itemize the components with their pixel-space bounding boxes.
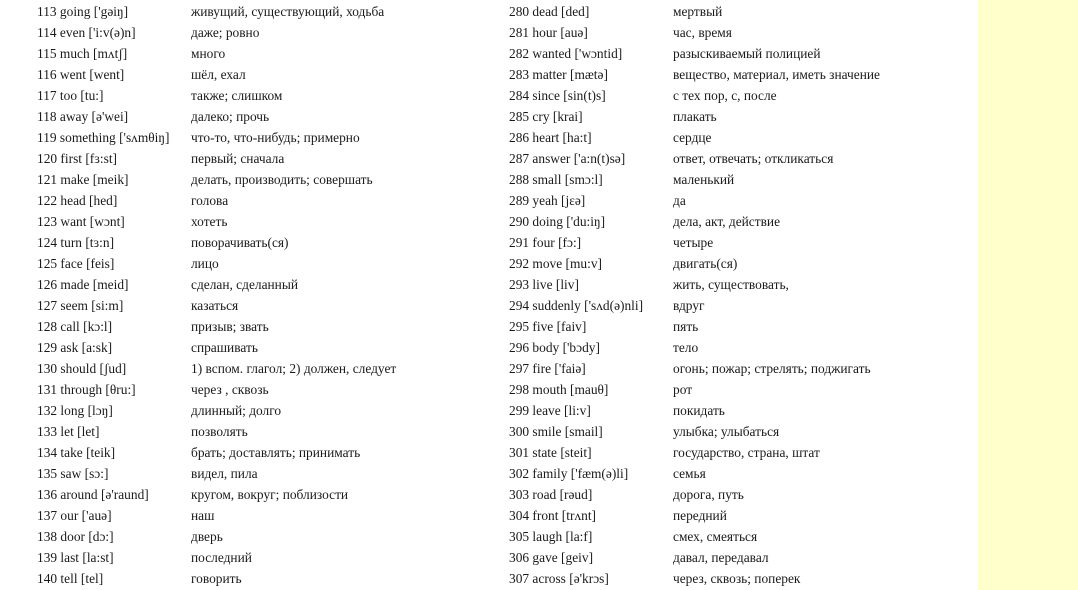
english-word: 115 much [mʌtʃ] [37,46,128,61]
side-margin [978,0,1078,590]
russian-translation: видел, пила [191,466,258,481]
russian-translation: огонь; пожар; стрелять; поджигать [673,361,871,376]
english-word: 116 went [went] [37,67,125,82]
english-word: 301 state [steit] [509,445,592,460]
english-word: 130 should [ʃud] [37,361,127,376]
english-word: 124 turn [tɜ:n] [37,235,115,250]
russian-translation: разыскиваемый полицией [673,46,821,61]
english-word: 292 move [mu:v] [509,256,602,271]
english-word: 283 matter [mætə] [509,67,608,82]
english-word: 138 door [dɔ:] [37,529,114,544]
russian-translation: мертвый [673,4,723,19]
english-word: 296 body ['bɔdy] [509,340,600,355]
russian-translation: последний [191,550,252,565]
english-word: 120 first [fɜ:st] [37,151,118,166]
russian-translation: брать; доставлять; принимать [191,445,361,460]
english-word: 113 going ['gəiŋ] [37,4,129,19]
russian-translation: через , сквозь [191,382,269,397]
english-word: 140 tell [tel] [37,571,104,586]
russian-translation: что-то, что-нибудь; примерно [191,130,360,145]
russian-translation: ответ, отвечать; откликаться [673,151,834,166]
english-word: 287 answer ['a:n(t)sə] [509,151,626,166]
russian-translation: улыбка; улыбаться [673,424,780,439]
russian-translation: рот [673,382,693,397]
english-word: 290 doing ['du:iŋ] [509,214,606,229]
russian-translation: лицо [191,256,219,271]
english-word: 294 suddenly ['sʌd(ə)nli] [509,298,644,313]
russian-translation: дела, акт, действие [673,214,781,229]
english-word: 122 head [hed] [37,193,118,208]
english-word: 304 front [trʌnt] [509,508,597,523]
russian-translation: четыре [673,235,714,250]
english-word: 303 road [rəud] [509,487,593,502]
english-word: 133 let [let] [37,424,100,439]
russian-translation: призыв; звать [191,319,269,334]
russian-translation: через, сквозь; поперек [673,571,801,586]
russian-translation: сердце [673,130,712,145]
english-word: 118 away [ə'wei] [37,109,129,124]
english-word: 299 leave [li:v] [509,403,591,418]
russian-translation: голова [191,193,229,208]
russian-translation: тело [673,340,699,355]
russian-translation: кругом, вокруг; поблизости [191,487,349,502]
russian-translation: семья [673,466,706,481]
russian-translation: давал, передавал [673,550,769,565]
russian-translation: поворачивать(ся) [191,235,289,250]
english-word: 128 call [kɔ:l] [37,319,113,334]
english-word: 137 our ['auə] [37,508,112,523]
english-word: 291 four [fɔ:] [509,235,582,250]
russian-translation: живущий, существующий, ходьба [191,4,385,19]
english-word: 286 heart [ha:t] [509,130,592,145]
english-word: 123 want [wɔnt] [37,214,125,229]
english-word: 282 wanted ['wɔntid] [509,46,623,61]
english-word: 114 even ['i:v(ə)n] [37,25,136,40]
english-word: 293 live [liv] [509,277,579,292]
english-word: 121 make [meik] [37,172,129,187]
english-word: 129 ask [a:sk] [37,340,113,355]
russian-translation: дверь [191,529,223,544]
russian-translation: также; слишком [191,88,283,103]
russian-translation: да [673,193,686,208]
english-word: 127 seem [si:m] [37,298,124,313]
russian-translation: государство, страна, штат [673,445,820,460]
russian-translation: далеко; прочь [191,109,270,124]
russian-translation: передний [673,508,727,523]
russian-translation: пять [673,319,699,334]
english-word: 132 long [lɔŋ] [37,403,113,418]
english-word: 302 family ['fæm(ə)li] [509,466,629,481]
russian-translation: делать, производить; совершать [191,172,373,187]
russian-translation: первый; сначала [191,151,285,166]
english-word: 280 dead [ded] [509,4,590,19]
russian-translation: длинный; долго [191,403,282,418]
russian-translation: жить, существовать, [673,277,789,292]
english-word: 289 yeah [jɛə] [509,193,586,208]
english-word: 125 face [feis] [37,256,115,271]
russian-translation: даже; ровно [191,25,260,40]
english-word: 297 fire ['faiə] [509,361,586,376]
english-word: 285 cry [krai] [509,109,583,124]
russian-translation: двигать(ся) [673,256,738,271]
english-word: 126 made [meid] [37,277,129,292]
english-word: 288 small [smɔ:l] [509,172,603,187]
english-word: 295 five [faiv] [509,319,587,334]
russian-translation: плакать [673,109,717,124]
russian-translation: час, время [673,25,732,40]
russian-translation: казаться [191,298,239,313]
english-word: 135 saw [sɔ:] [37,466,109,481]
russian-translation: говорить [191,571,242,586]
russian-translation: с тех пор, с, после [673,88,777,103]
english-word: 284 since [sin(t)s] [509,88,606,103]
english-word: 281 hour [auə] [509,25,588,40]
english-word: 300 smile [smail] [509,424,603,439]
russian-translation: много [191,46,226,61]
english-word: 298 mouth [mauθ] [509,382,609,397]
russian-translation: шёл, ехал [191,67,246,82]
english-word: 131 through [θru:] [37,382,136,397]
english-word: 306 gave [geiv] [509,550,594,565]
russian-translation: наш [191,508,215,523]
russian-translation: спрашивать [191,340,258,355]
english-word: 134 take [teik] [37,445,116,460]
russian-translation: маленький [673,172,735,187]
russian-translation: вдруг [673,298,705,313]
english-word: 136 around [ə'raund] [37,487,149,502]
russian-translation: 1) вспом. глагол; 2) должен, следует [191,361,397,376]
russian-translation: сделан, сделанный [191,277,299,292]
english-word: 307 across [ə'krɔs] [509,571,609,586]
russian-translation: позволять [191,424,248,439]
russian-translation: смех, смеяться [673,529,758,544]
russian-translation: покидать [673,403,725,418]
english-word: 139 last [la:st] [37,550,114,565]
russian-translation: хотеть [191,214,228,229]
english-word: 305 laugh [la:f] [509,529,593,544]
russian-translation: вещество, материал, иметь значение [673,67,880,82]
english-word: 117 too [tu:] [37,88,104,103]
russian-translation: дорога, путь [673,487,744,502]
english-word: 119 something ['sʌmθiŋ] [37,130,170,145]
